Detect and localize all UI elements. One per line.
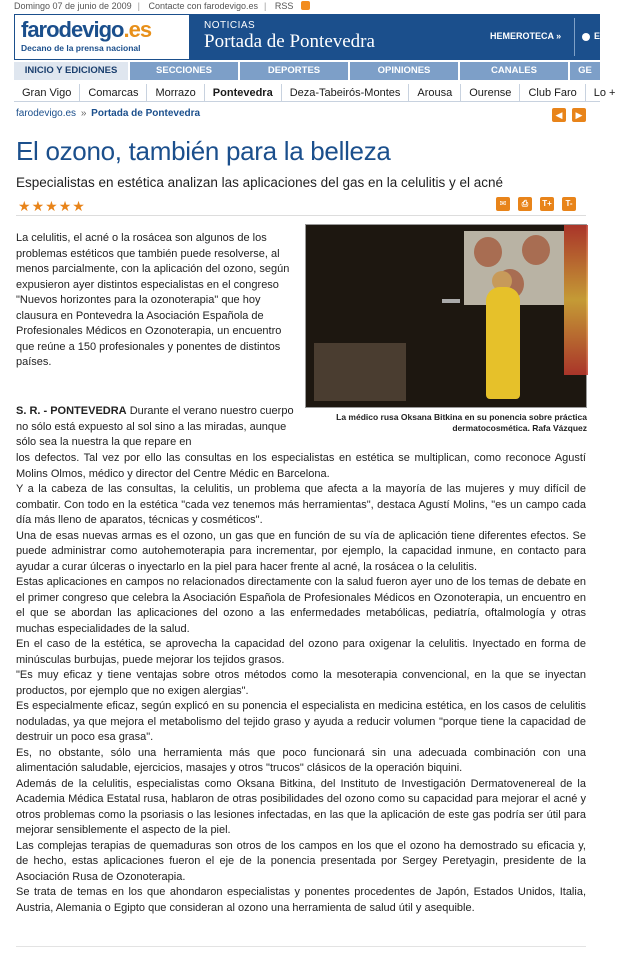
- hemeroteca-link[interactable]: HEMEROTECA »: [490, 31, 562, 41]
- nav-opiniones[interactable]: OPINIONES: [350, 62, 460, 80]
- breadcrumb-current[interactable]: Portada de Pontevedra: [91, 108, 201, 119]
- article-intro: La celulitis, el acné o la rosácea son algunos de los problemas estéticos que también puede resolverse, al menos parcialmente, con la aplicación del ozono, según expusieron ayer distintos especialistas en el congreso "Nuevos horizontes para la ozonoterapia" que hoy clausura en Pontevedra la Asociación Española de Profesionales Médicos en Ozonoterapia, un encuentro que reúne a 150 profesionales y ponentes de distintos países.: [16, 232, 290, 368]
- subnav-gran-vigo[interactable]: Gran Vigo: [14, 84, 80, 101]
- subnav-arousa[interactable]: Arousa: [409, 84, 461, 101]
- print-icon[interactable]: ⎙: [518, 197, 532, 211]
- paragraph: En el caso de la estética, se aprovecha la capacidad del ozono para oxigenar la celulitis. Inyectado en forma de minúsculas burbujas, puede mejorar los tejidos grasos.: [16, 638, 586, 666]
- speaker: [486, 287, 520, 399]
- section-title: Portada de Pontevedra: [204, 31, 375, 52]
- paragraph: Es, no obstante, sólo una herramienta más que poco funcionará sin una adecuada combinación con una alimentación saludable, ejercicios, masajes y otros "trucos" clásicos de la operación biquini.: [16, 746, 586, 774]
- date-label: Domingo 07 de junio de 2009: [14, 1, 132, 11]
- font-decrease-icon[interactable]: T-: [562, 197, 576, 211]
- star-icon[interactable]: ★: [72, 198, 85, 214]
- article-tools: [496, 197, 576, 211]
- nav-secciones[interactable]: SECCIONES: [130, 62, 240, 80]
- article-photo[interactable]: [305, 224, 587, 408]
- subnav-lo-mas[interactable]: Lo +: [593, 87, 616, 99]
- divider: [16, 946, 586, 947]
- subnav-morrazo[interactable]: Morrazo: [147, 84, 204, 101]
- main-nav: [14, 62, 600, 80]
- rss-icon[interactable]: [301, 1, 310, 10]
- subnav-comarcas[interactable]: Comarcas: [80, 84, 147, 101]
- table: [314, 343, 406, 401]
- star-icon[interactable]: ★: [45, 198, 58, 214]
- top-bar: Domingo 07 de junio de 2009 | Contacte con farodevigo.es | RSS: [0, 0, 600, 13]
- paragraph: "Es muy eficaz y tiene ventajas sobre otros métodos como la mesoterapia convencional, en la que se inyectan productos, por ejemplo que no exigen alergias".: [16, 669, 586, 697]
- paragraph: Estas aplicaciones en campos no relacionados directamente con la salud fueron ayer uno de los temas de debate en el primer congreso que celebra la Asociación Española de Profesionales Médicos en Ozonoterapia, un encuentro en el que se abordan las aplicaciones del ozono a las enfermedades metabólicas, pediatría, oftalmología y otras muchas especialidades de la salud.: [16, 576, 586, 635]
- flag: [564, 225, 588, 375]
- section-header: [204, 20, 375, 52]
- prev-arrow-icon[interactable]: ◀: [552, 108, 566, 122]
- subnav-ourense[interactable]: Ourense: [461, 84, 520, 101]
- byline: S. R. - PONTEVEDRA: [16, 405, 127, 417]
- header-divider: [574, 18, 575, 56]
- paragraph: Se trata de temas en los que ahondaron especialistas y ponentes procedentes de Japón, Estados Unidos, Italia, Austria, Alemania o Egipto que consideran al ozono una herramienta de salud útil y asequible.: [16, 886, 586, 914]
- lead-text: Durante el verano nuestro cuerpo no sólo está expuesto al sol sino a las miradas, aunque sólo sea la nuestra la que repare en: [16, 405, 294, 448]
- breadcrumb: farodevigo.es » Portada de Pontevedra: [16, 108, 201, 119]
- star-icon[interactable]: ★: [31, 198, 45, 214]
- nav-deportes[interactable]: DEPORTES: [240, 62, 350, 80]
- site-header: [14, 14, 607, 60]
- font-increase-icon[interactable]: T+: [540, 197, 554, 211]
- paragraph: Es especialmente eficaz, según explicó en su ponencia el especialista en medicina estética, en los casos de celulitis noduladas, ya que mejora el metabolismo del tejido graso y ayuda a reducir volumen "porque tiene la capacidad de destruir un poco esa grasa".: [16, 700, 586, 743]
- logo-tagline: Decano de la prensa nacional: [21, 43, 141, 53]
- rss-link[interactable]: RSS: [274, 1, 294, 11]
- email-icon[interactable]: ✉: [496, 197, 510, 211]
- star-icon[interactable]: ★: [18, 198, 31, 214]
- nav-inicio[interactable]: INICIO Y EDICIONES: [14, 62, 130, 80]
- site-logo[interactable]: farodevigo.es Decano de la prensa nacional: [14, 14, 190, 60]
- breadcrumb-home[interactable]: farodevigo.es: [16, 108, 77, 119]
- divider: [16, 215, 586, 216]
- subnav-pontevedra[interactable]: Pontevedra: [205, 84, 282, 101]
- radio-icon[interactable]: [582, 33, 590, 41]
- section-kicker: NOTICIAS: [204, 20, 256, 31]
- photo-caption: La médico rusa Oksana Bitkina en su ponencia sobre práctica dermatocosmética. Rafa Vázquez: [336, 412, 587, 433]
- rating-stars[interactable]: [18, 199, 85, 213]
- sub-nav: [14, 84, 616, 102]
- contact-link[interactable]: Contacte con farodevigo.es: [148, 1, 259, 11]
- paragraph: Las complejas terapias de quemaduras son otros de los campos en los que el ozono ha demostrado su eficacia y, de hecho, estas aplicaciones fueron el eje de la ponencia presentada por Sergey Peretyagin, presidente de la Asociación Rusa de Ozonoterapia.: [16, 839, 586, 883]
- star-icon[interactable]: ★: [58, 198, 72, 214]
- radio-label[interactable]: EN: [594, 31, 607, 41]
- nav-canales[interactable]: CANALES: [460, 62, 570, 80]
- paragraph: Y a la cabeza de las consultas, la celulitis, un problema que afecta a la mayoría de las mujeres y muy difícil de combatir. Con todo en la estética "cada vez tenemos más herramientas", destaca Agustí Molins, "es un campo cada día más lleno de aparatos, técnicas y cosméticos".: [16, 483, 586, 526]
- next-arrow-icon[interactable]: ▶: [572, 108, 586, 122]
- article-lead: [16, 404, 304, 451]
- paragraph: Una de esas nuevas armas es el ozono, un gas que en función de su vía de aplicación tiene diferentes efectos. Se puede administrar como autohemoterapia para incrementar, por ejemplo, la capacidad inmune, en contacto para ayudar a curar úlceras o inyectarlo en la piel para hacer frente al acné, la rosácea o la celulitis.: [16, 529, 586, 573]
- article-title: El ozono, también para la belleza: [16, 136, 391, 166]
- article-subtitle: Especialistas en estética analizan las aplicaciones del gas en la celulitis y el acné: [16, 175, 504, 190]
- nav-more[interactable]: GE: [578, 65, 592, 76]
- paragraph: los defectos. Tal vez por ello las consultas en los especialistas en estética se multiplican, como reconoce Agustí Molins Olmos, médico y director del Centre Médic en Barcelona.: [16, 452, 586, 480]
- paragraph: Además de la celulitis, especialistas como Oksana Bitkina, del Instituto de Investigación Dermatovenereal de la Academia Médica Estatal rusa, hablaron de otras posibilidades del ozono como su capacidad para mejorar el acné y otros problemas como la psoriasis o las lesiones infectadas, en las que la aplicación de este gas podría ser útil para mejorar sensiblemente el aspecto de la piel.: [16, 777, 586, 836]
- article-body: [16, 451, 586, 916]
- subnav-club-faro[interactable]: Club Faro: [520, 84, 585, 101]
- subnav-deza[interactable]: Deza-Tabeirós-Montes: [282, 84, 410, 101]
